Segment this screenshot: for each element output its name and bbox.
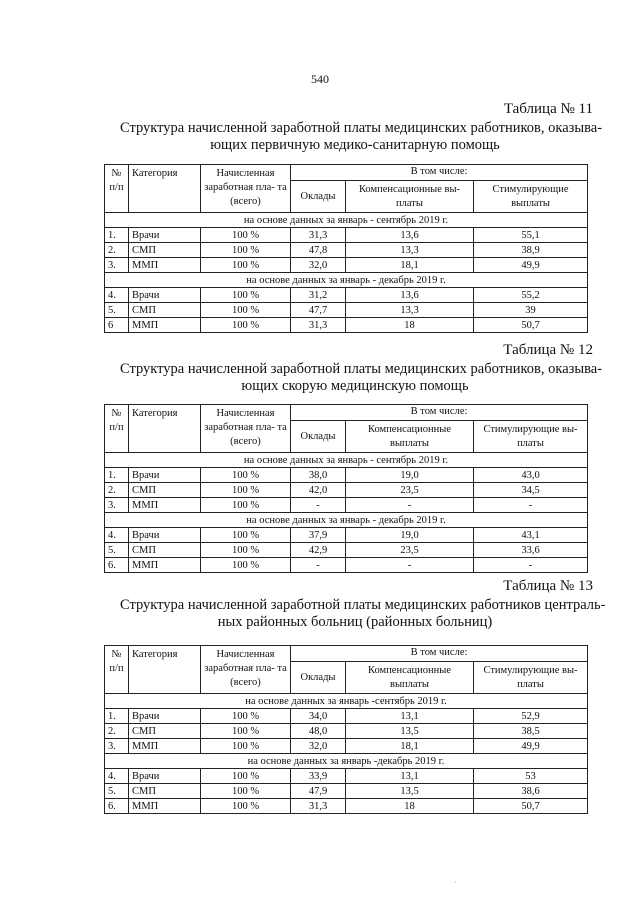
row-total: 100 %	[201, 739, 291, 754]
row-salaries: 34,0	[291, 709, 346, 724]
table-row	[105, 528, 588, 543]
row-salaries: 31,3	[291, 799, 346, 814]
row-compensation: 18	[346, 318, 474, 333]
row-compensation: 19,0	[346, 528, 474, 543]
header-salaries: Оклады	[291, 662, 346, 694]
row-incentive: 50,7	[474, 318, 588, 333]
row-compensation: 13,6	[346, 288, 474, 303]
row-total: 100 %	[201, 303, 291, 318]
row-salaries: 47,7	[291, 303, 346, 318]
row-incentive: 49,9	[474, 739, 588, 754]
table-label: Таблица № 13	[503, 578, 593, 594]
header-accrued: Начисленная заработная пла- та (всего)	[201, 165, 291, 213]
caption-line: Структура начисленной заработной платы медицинских работников централь-	[120, 597, 606, 613]
row-number: 3.	[105, 258, 129, 273]
header-category: Категория	[129, 646, 201, 694]
header-compensation: Компенсационные вы- платы	[346, 181, 474, 213]
row-compensation: 13,5	[346, 784, 474, 799]
header-number: № п/п	[105, 405, 129, 453]
row-category: Врачи	[129, 288, 201, 303]
row-compensation: 18	[346, 799, 474, 814]
row-total: 100 %	[201, 243, 291, 258]
header-compensation: Компенсационные выплаты	[346, 421, 474, 453]
row-incentive: 38,9	[474, 243, 588, 258]
row-number: 4.	[105, 528, 129, 543]
row-incentive: 39	[474, 303, 588, 318]
row-salaries: 33,9	[291, 769, 346, 784]
caption-line: ющих скорую медицинскую помощь	[241, 378, 469, 394]
table-row	[105, 784, 588, 799]
period-title: на основе данных за январь - сентябрь 2019 г.	[105, 453, 588, 468]
row-compensation: 13,3	[346, 303, 474, 318]
header-including: В том числе:	[291, 405, 588, 421]
row-compensation: -	[346, 498, 474, 513]
row-total: 100 %	[201, 528, 291, 543]
row-total: 100 %	[201, 288, 291, 303]
row-salaries: -	[291, 558, 346, 573]
row-total: 100 %	[201, 468, 291, 483]
row-number: 2.	[105, 243, 129, 258]
row-category: Врачи	[129, 769, 201, 784]
row-total: 100 %	[201, 784, 291, 799]
header-incentive: Стимулирующие вы- платы	[474, 421, 588, 453]
row-salaries: 37,9	[291, 528, 346, 543]
row-number: 2.	[105, 724, 129, 739]
table-caption	[120, 597, 606, 631]
row-category: Врачи	[129, 528, 201, 543]
row-salaries: 31,2	[291, 288, 346, 303]
row-category: ММП	[129, 799, 201, 814]
header-salaries: Оклады	[291, 421, 346, 453]
table-row	[105, 724, 588, 739]
period-title: на основе данных за январь -декабрь 2019 г.	[105, 754, 588, 769]
row-compensation: 23,5	[346, 483, 474, 498]
row-category: СМП	[129, 543, 201, 558]
header-salaries: Оклады	[291, 181, 346, 213]
row-incentive: -	[474, 498, 588, 513]
row-total: 100 %	[201, 709, 291, 724]
row-incentive: 43,0	[474, 468, 588, 483]
table-row	[105, 258, 588, 273]
row-compensation: 13,3	[346, 243, 474, 258]
data-table	[104, 404, 588, 573]
row-salaries: 48,0	[291, 724, 346, 739]
row-total: 100 %	[201, 258, 291, 273]
row-compensation: 18,1	[346, 258, 474, 273]
row-incentive: 38,6	[474, 784, 588, 799]
row-incentive: 50,7	[474, 799, 588, 814]
row-category: Врачи	[129, 468, 201, 483]
row-category: СМП	[129, 724, 201, 739]
row-salaries: 47,8	[291, 243, 346, 258]
row-category: Врачи	[129, 228, 201, 243]
row-incentive: -	[474, 558, 588, 573]
page-number: 540	[311, 72, 329, 86]
row-number: 3.	[105, 739, 129, 754]
row-total: 100 %	[201, 228, 291, 243]
row-compensation: 13,1	[346, 709, 474, 724]
row-compensation: 18,1	[346, 739, 474, 754]
row-number: 3.	[105, 498, 129, 513]
row-total: 100 %	[201, 724, 291, 739]
row-compensation: 13,6	[346, 228, 474, 243]
header-number: № п/п	[105, 165, 129, 213]
table-row	[105, 709, 588, 724]
row-number: 1.	[105, 468, 129, 483]
data-table	[104, 645, 588, 814]
row-salaries: 32,0	[291, 258, 346, 273]
table-caption	[120, 120, 603, 154]
row-number: 4.	[105, 288, 129, 303]
row-total: 100 %	[201, 498, 291, 513]
header-accrued: Начисленная заработная пла- та (всего)	[201, 405, 291, 453]
row-incentive: 38,5	[474, 724, 588, 739]
row-number: 4.	[105, 769, 129, 784]
row-incentive: 34,5	[474, 483, 588, 498]
row-total: 100 %	[201, 543, 291, 558]
row-number: 5.	[105, 784, 129, 799]
row-incentive: 55,1	[474, 228, 588, 243]
table-row	[105, 318, 588, 333]
row-category: ММП	[129, 498, 201, 513]
header-including: В том числе:	[291, 646, 588, 662]
period-title: на основе данных за январь -сентябрь 2019 г.	[105, 694, 588, 709]
row-number: 6.	[105, 799, 129, 814]
header-including: В том числе:	[291, 165, 588, 181]
header-category: Категория	[129, 165, 201, 213]
caption-line: Структура начисленной заработной платы медицинских работников, оказыва-	[120, 361, 603, 377]
row-total: 100 %	[201, 558, 291, 573]
row-compensation: 13,5	[346, 724, 474, 739]
caption-line: Структура начисленной заработной платы медицинских работников, оказыва-	[120, 120, 603, 136]
caption-line: ющих первичную медико-санитарную помощь	[210, 137, 500, 153]
table-row	[105, 498, 588, 513]
row-category: СМП	[129, 303, 201, 318]
header-category: Категория	[129, 405, 201, 453]
table-row	[105, 799, 588, 814]
row-salaries: 42,0	[291, 483, 346, 498]
table-row	[105, 769, 588, 784]
row-salaries: 32,0	[291, 739, 346, 754]
row-incentive: 55,2	[474, 288, 588, 303]
header-compensation: Компенсационные выплаты	[346, 662, 474, 694]
table-label: Таблица № 12	[503, 342, 593, 358]
row-number: 5.	[105, 303, 129, 318]
row-number: 5.	[105, 543, 129, 558]
header-number: № п/п	[105, 646, 129, 694]
table-row	[105, 288, 588, 303]
row-category: ММП	[129, 739, 201, 754]
row-number: 2.	[105, 483, 129, 498]
row-incentive: 43,1	[474, 528, 588, 543]
row-incentive: 49,9	[474, 258, 588, 273]
caption-line: ных районных больниц (районных больниц)	[217, 614, 493, 630]
row-category: СМП	[129, 243, 201, 258]
table-row	[105, 558, 588, 573]
row-compensation: 19,0	[346, 468, 474, 483]
header-incentive: Стимулирующие выплаты	[474, 181, 588, 213]
scan-artifact: ·	[454, 878, 457, 887]
data-table	[104, 164, 588, 333]
table-row	[105, 228, 588, 243]
table-row	[105, 243, 588, 258]
row-salaries: 31,3	[291, 318, 346, 333]
table-row	[105, 468, 588, 483]
period-title: на основе данных за январь - декабрь 2019 г.	[105, 273, 588, 288]
row-category: ММП	[129, 318, 201, 333]
row-compensation: 13,1	[346, 769, 474, 784]
row-total: 100 %	[201, 483, 291, 498]
row-salaries: 31,3	[291, 228, 346, 243]
row-compensation: -	[346, 558, 474, 573]
row-number: 6.	[105, 558, 129, 573]
table-row	[105, 483, 588, 498]
period-title: на основе данных за январь - декабрь 2019 г.	[105, 513, 588, 528]
row-salaries: 42,9	[291, 543, 346, 558]
row-number: 1.	[105, 228, 129, 243]
table-row	[105, 739, 588, 754]
table-row	[105, 543, 588, 558]
row-compensation: 23,5	[346, 543, 474, 558]
row-total: 100 %	[201, 769, 291, 784]
row-incentive: 52,9	[474, 709, 588, 724]
period-title: на основе данных за январь - сентябрь 2019 г.	[105, 213, 588, 228]
row-category: ММП	[129, 558, 201, 573]
table-caption	[120, 361, 603, 395]
row-category: СМП	[129, 784, 201, 799]
row-number: 1.	[105, 709, 129, 724]
table-label: Таблица № 11	[503, 101, 593, 117]
table-row	[105, 303, 588, 318]
row-salaries: 38,0	[291, 468, 346, 483]
row-salaries: -	[291, 498, 346, 513]
row-total: 100 %	[201, 799, 291, 814]
header-accrued: Начисленная заработная пла- та (всего)	[201, 646, 291, 694]
row-incentive: 53	[474, 769, 588, 784]
header-incentive: Стимулирующие вы- платы	[474, 662, 588, 694]
row-category: СМП	[129, 483, 201, 498]
row-category: Врачи	[129, 709, 201, 724]
row-salaries: 47,9	[291, 784, 346, 799]
row-category: ММП	[129, 258, 201, 273]
row-incentive: 33,6	[474, 543, 588, 558]
row-number: 6	[105, 318, 129, 333]
row-total: 100 %	[201, 318, 291, 333]
